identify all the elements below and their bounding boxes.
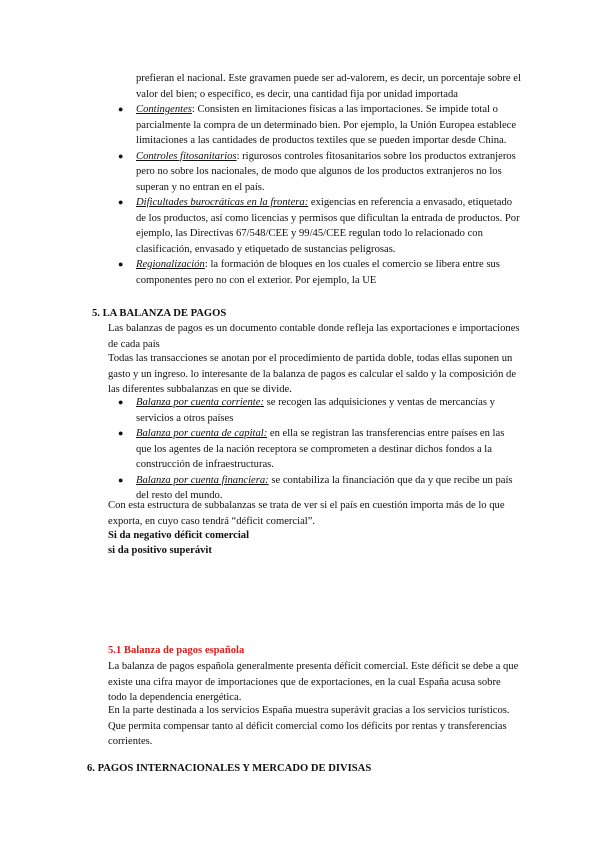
section-5-heading: 5. LA BALANZA DE PAGOS — [92, 308, 227, 319]
list-item — [118, 102, 522, 149]
list-item — [118, 257, 522, 288]
list-term: Regionalización — [136, 259, 205, 270]
bullet-icon: ● — [118, 259, 124, 269]
bullet-icon: ● — [118, 150, 124, 161]
list-text: : rigurosos controles fitosanitarios sobre los productos extranjeros pero no sobre los nacionales, de modo que algunos de los productos extranjeros no los superan y no entran en el país. — [136, 150, 516, 193]
surplus-note: si da positivo superávit — [108, 545, 212, 556]
deficit-note: Si da negativo déficit comercial — [108, 530, 250, 541]
list-text: exigencias en referencia a envasado, etiquetado de los productos, así como licencias y permisos que dificultan la entrada de productos. Por ejemplo, las Directivas 67/548/CEE y 99/45/CEE regulan todo lo relacionado con clasificación, envasado y etiquetado de sustancias peligrosas. — [136, 197, 520, 255]
list-text: en ella se registran las transferencias entre países en las que los agentes de la nación receptora se comprometen a destinar dichos fondos a la construcción de infraestructuras. — [136, 428, 505, 470]
bullet-icon: ● — [118, 428, 124, 438]
list-term: Balanza por cuenta financiera: — [136, 474, 269, 486]
section-5-1-para-2: En la parte destinada a los servicios España muestra superávit gracias a los servicios turísticos. Que permita compensar tanto al déficit comercial como los déficits por rentas y transferencias corrientes. — [108, 705, 510, 747]
list-text: se recogen las adquisiciones y ventas de mercancías y servicios a otros países — [136, 397, 495, 424]
trade-barriers-list — [118, 102, 522, 288]
list-item — [118, 395, 522, 426]
list-term: Balanza por cuenta corriente: — [136, 397, 264, 408]
section-5-1-para-1: La balanza de pagos española generalmente presenta déficit comercial. Este déficit se debe a que existe una cifra mayor de importaciones que de exportaciones, en la cual España acusa sobre todo la dependencia energética. — [108, 661, 519, 703]
list-term: Controles fitosanitarios — [136, 150, 237, 162]
list-term: Balanza por cuenta de capital: — [136, 428, 268, 439]
list-item — [118, 195, 522, 257]
list-item — [118, 149, 522, 196]
bullet-icon: ● — [118, 474, 124, 485]
list-text: : Consisten en limitaciones físicas a las importaciones. Se impide total o parcialmente la compra de un determinado bien. Por ejemplo, la Unión Europea establece limitaciones a las cantidades de productos textiles que se pueden importar desde China. — [136, 104, 517, 146]
bullet-icon: ● — [118, 397, 124, 407]
list-item — [118, 426, 522, 473]
section-6-heading: 6. PAGOS INTERNACIONALES Y MERCADO DE DIVISAS — [87, 763, 372, 774]
subbalances-list — [118, 395, 522, 504]
intro-continuation: prefieran el nacional. Este gravamen puede ser ad-valorem, es decir, un porcentaje sobre el valor del bien; o específico, es decir, una cantidad fija por unidad importada — [136, 73, 521, 100]
section-5-para-2: Todas las transacciones se anotan por el procedimiento de partida doble, todas ellas suponen un gasto y un ingreso. lo interesante de la balanza de pagos es calcular el saldo y la composición de las diferentes subbalanzas en que se divide. — [108, 353, 517, 395]
list-text: : la formación de bloques en los cuales el comercio se libera entre sus componentes pero no con el exterior. Por ejemplo, la UE — [136, 259, 500, 286]
section-5-1-heading: 5.1 Balanza de pagos española — [108, 645, 245, 656]
list-term: Contingentes — [136, 104, 192, 115]
list-text: se contabiliza la financiación que da y que recibe un país del resto del mundo. — [136, 474, 513, 501]
section-5-para-3: Con esta estructura de subbalanzas se trata de ver si el país en cuestión importa más de lo que exporta, en cuyo caso tendrá “déficit comercial”. — [108, 500, 505, 527]
bullet-icon: ● — [118, 197, 124, 207]
list-term: Dificultades burocráticas en la frontera: — [136, 197, 309, 208]
section-5-para-1: Las balanzas de pagos es un documento contable donde refleja las exportaciones e importaciones de cada país — [108, 323, 520, 350]
bullet-icon: ● — [118, 104, 124, 114]
